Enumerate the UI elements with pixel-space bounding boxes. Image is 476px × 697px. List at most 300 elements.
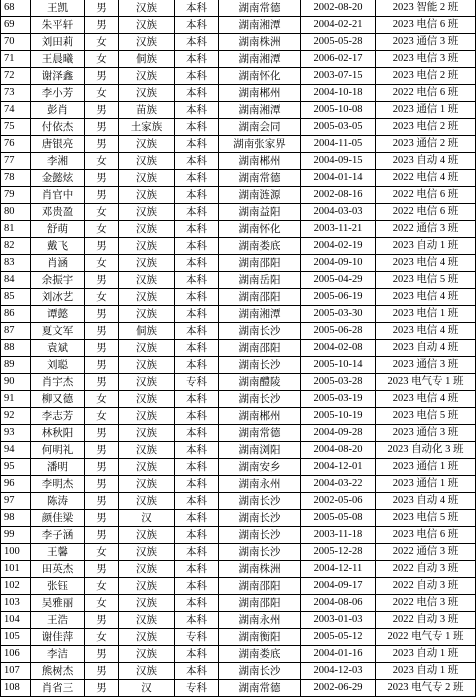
gender-cell[interactable]: 男 (85, 68, 119, 85)
origin-cell[interactable]: 湖南长沙 (219, 663, 301, 680)
birthdate-cell[interactable]: 2004-08-20 (301, 442, 376, 459)
level-cell[interactable]: 本科 (175, 51, 219, 68)
ethnicity-cell[interactable]: 汉族 (119, 289, 175, 306)
name-cell[interactable]: 肖宇杰 (31, 374, 85, 391)
origin-cell[interactable]: 湖南长沙 (219, 391, 301, 408)
origin-cell[interactable]: 湖南长沙 (219, 527, 301, 544)
ethnicity-cell[interactable]: 汉族 (119, 0, 175, 17)
gender-cell[interactable]: 女 (85, 85, 119, 102)
index-cell[interactable]: 71 (1, 51, 31, 68)
name-cell[interactable]: 唐银亮 (31, 136, 85, 153)
name-cell[interactable]: 肖涵 (31, 255, 85, 272)
ethnicity-cell[interactable]: 汉族 (119, 340, 175, 357)
ethnicity-cell[interactable]: 汉族 (119, 374, 175, 391)
gender-cell[interactable]: 男 (85, 272, 119, 289)
ethnicity-cell[interactable]: 汉族 (119, 85, 175, 102)
birthdate-cell[interactable]: 2005-04-29 (301, 272, 376, 289)
origin-cell[interactable]: 湖南娄底 (219, 646, 301, 663)
gender-cell[interactable]: 男 (85, 646, 119, 663)
gender-cell[interactable]: 女 (85, 289, 119, 306)
origin-cell[interactable]: 湖南长沙 (219, 544, 301, 561)
gender-cell[interactable]: 男 (85, 459, 119, 476)
class-cell[interactable]: 2023 自动 1 班 (376, 238, 476, 255)
level-cell[interactable]: 本科 (175, 17, 219, 34)
origin-cell[interactable]: 湖南长沙 (219, 510, 301, 527)
name-cell[interactable]: 柳又德 (31, 391, 85, 408)
ethnicity-cell[interactable]: 汉族 (119, 306, 175, 323)
birthdate-cell[interactable]: 2002-08-16 (301, 187, 376, 204)
name-cell[interactable]: 林秋阳 (31, 425, 85, 442)
ethnicity-cell[interactable]: 汉族 (119, 238, 175, 255)
class-cell[interactable]: 2023 电信 1 班 (376, 306, 476, 323)
gender-cell[interactable]: 男 (85, 357, 119, 374)
name-cell[interactable]: 袁斌 (31, 340, 85, 357)
gender-cell[interactable]: 男 (85, 680, 119, 697)
gender-cell[interactable]: 男 (85, 238, 119, 255)
gender-cell[interactable]: 男 (85, 425, 119, 442)
origin-cell[interactable]: 湖南郴州 (219, 408, 301, 425)
origin-cell[interactable]: 湖南永州 (219, 476, 301, 493)
name-cell[interactable]: 李湘 (31, 153, 85, 170)
index-cell[interactable]: 85 (1, 289, 31, 306)
gender-cell[interactable]: 男 (85, 340, 119, 357)
gender-cell[interactable]: 男 (85, 17, 119, 34)
level-cell[interactable]: 本科 (175, 578, 219, 595)
index-cell[interactable]: 99 (1, 527, 31, 544)
origin-cell[interactable]: 湖南湘潭 (219, 51, 301, 68)
index-cell[interactable]: 68 (1, 0, 31, 17)
level-cell[interactable]: 本科 (175, 272, 219, 289)
class-cell[interactable]: 2023 通信 1 班 (376, 102, 476, 119)
class-cell[interactable]: 2022 电信 4 班 (376, 170, 476, 187)
class-cell[interactable]: 2023 电信 6 班 (376, 17, 476, 34)
class-cell[interactable]: 2023 电信 4 班 (376, 391, 476, 408)
index-cell[interactable]: 100 (1, 544, 31, 561)
ethnicity-cell[interactable]: 土家族 (119, 119, 175, 136)
name-cell[interactable]: 肖官中 (31, 187, 85, 204)
index-cell[interactable]: 74 (1, 102, 31, 119)
class-cell[interactable]: 2023 通信 1 班 (376, 476, 476, 493)
class-cell[interactable]: 2022 自动 3 班 (376, 612, 476, 629)
index-cell[interactable]: 98 (1, 510, 31, 527)
birthdate-cell[interactable]: 2005-10-14 (301, 357, 376, 374)
origin-cell[interactable]: 湖南湘潭 (219, 306, 301, 323)
level-cell[interactable]: 本科 (175, 85, 219, 102)
name-cell[interactable]: 舒萌 (31, 221, 85, 238)
birthdate-cell[interactable]: 2003-11-21 (301, 221, 376, 238)
gender-cell[interactable]: 男 (85, 493, 119, 510)
origin-cell[interactable]: 湖南长沙 (219, 357, 301, 374)
name-cell[interactable]: 刘聪 (31, 357, 85, 374)
birthdate-cell[interactable]: 2005-03-05 (301, 119, 376, 136)
class-cell[interactable]: 2023 自动 4 班 (376, 153, 476, 170)
name-cell[interactable]: 金懿炫 (31, 170, 85, 187)
name-cell[interactable]: 潘明 (31, 459, 85, 476)
level-cell[interactable]: 本科 (175, 170, 219, 187)
level-cell[interactable]: 专科 (175, 629, 219, 646)
birthdate-cell[interactable]: 2004-08-06 (301, 595, 376, 612)
class-cell[interactable]: 2023 通信 3 班 (376, 425, 476, 442)
class-cell[interactable]: 2022 通信 3 班 (376, 221, 476, 238)
gender-cell[interactable]: 女 (85, 153, 119, 170)
origin-cell[interactable]: 湖南株洲 (219, 561, 301, 578)
birthdate-cell[interactable]: 2005-05-28 (301, 34, 376, 51)
gender-cell[interactable]: 女 (85, 204, 119, 221)
index-cell[interactable]: 93 (1, 425, 31, 442)
name-cell[interactable]: 邓贵盈 (31, 204, 85, 221)
birthdate-cell[interactable]: 2003-07-15 (301, 68, 376, 85)
origin-cell[interactable]: 湖南涟源 (219, 187, 301, 204)
index-cell[interactable]: 75 (1, 119, 31, 136)
name-cell[interactable]: 肖省三 (31, 680, 85, 697)
name-cell[interactable]: 李子涵 (31, 527, 85, 544)
name-cell[interactable]: 张钰 (31, 578, 85, 595)
birthdate-cell[interactable]: 2004-12-11 (301, 561, 376, 578)
origin-cell[interactable]: 湖南长沙 (219, 493, 301, 510)
birthdate-cell[interactable]: 2004-12-01 (301, 459, 376, 476)
gender-cell[interactable]: 男 (85, 0, 119, 17)
level-cell[interactable]: 本科 (175, 204, 219, 221)
origin-cell[interactable]: 湖南浏阳 (219, 442, 301, 459)
ethnicity-cell[interactable]: 汉族 (119, 272, 175, 289)
gender-cell[interactable]: 男 (85, 187, 119, 204)
ethnicity-cell[interactable]: 汉族 (119, 425, 175, 442)
name-cell[interactable]: 李洁 (31, 646, 85, 663)
class-cell[interactable]: 2023 电气专 1 班 (376, 374, 476, 391)
index-cell[interactable]: 87 (1, 323, 31, 340)
level-cell[interactable]: 专科 (175, 374, 219, 391)
class-cell[interactable]: 2023 自动化 3 班 (376, 442, 476, 459)
ethnicity-cell[interactable]: 汉 (119, 680, 175, 697)
birthdate-cell[interactable]: 2004-09-10 (301, 255, 376, 272)
name-cell[interactable]: 谭懿 (31, 306, 85, 323)
class-cell[interactable]: 2023 电信 5 班 (376, 272, 476, 289)
origin-cell[interactable]: 湖南怀化 (219, 221, 301, 238)
index-cell[interactable]: 84 (1, 272, 31, 289)
origin-cell[interactable]: 湖南醴陵 (219, 374, 301, 391)
level-cell[interactable]: 本科 (175, 340, 219, 357)
level-cell[interactable]: 本科 (175, 119, 219, 136)
ethnicity-cell[interactable]: 汉族 (119, 646, 175, 663)
birthdate-cell[interactable]: 2004-11-05 (301, 136, 376, 153)
origin-cell[interactable]: 湖南张家界 (219, 136, 301, 153)
ethnicity-cell[interactable]: 汉族 (119, 578, 175, 595)
class-cell[interactable]: 2023 通信 3 班 (376, 34, 476, 51)
name-cell[interactable]: 谢佳萍 (31, 629, 85, 646)
class-cell[interactable]: 2023 自动 4 班 (376, 493, 476, 510)
class-cell[interactable]: 2022 电信 6 班 (376, 187, 476, 204)
level-cell[interactable]: 本科 (175, 408, 219, 425)
birthdate-cell[interactable]: 2004-03-03 (301, 204, 376, 221)
gender-cell[interactable]: 男 (85, 323, 119, 340)
level-cell[interactable]: 本科 (175, 510, 219, 527)
ethnicity-cell[interactable]: 汉 (119, 510, 175, 527)
name-cell[interactable]: 付依杰 (31, 119, 85, 136)
birthdate-cell[interactable]: 2004-09-15 (301, 153, 376, 170)
birthdate-cell[interactable]: 2005-05-12 (301, 629, 376, 646)
class-cell[interactable]: 2023 电信 4 班 (376, 323, 476, 340)
birthdate-cell[interactable]: 2005-12-28 (301, 544, 376, 561)
birthdate-cell[interactable]: 2005-06-19 (301, 289, 376, 306)
class-cell[interactable]: 2022 电气专 1 班 (376, 629, 476, 646)
ethnicity-cell[interactable]: 汉族 (119, 629, 175, 646)
index-cell[interactable]: 79 (1, 187, 31, 204)
origin-cell[interactable]: 湖南邵阳 (219, 578, 301, 595)
origin-cell[interactable]: 湖南邵阳 (219, 255, 301, 272)
level-cell[interactable]: 本科 (175, 153, 219, 170)
origin-cell[interactable]: 湖南岳阳 (219, 272, 301, 289)
ethnicity-cell[interactable]: 汉族 (119, 408, 175, 425)
ethnicity-cell[interactable]: 汉族 (119, 255, 175, 272)
level-cell[interactable]: 本科 (175, 34, 219, 51)
level-cell[interactable]: 本科 (175, 68, 219, 85)
class-cell[interactable]: 2022 自动 3 班 (376, 561, 476, 578)
index-cell[interactable]: 94 (1, 442, 31, 459)
ethnicity-cell[interactable]: 汉族 (119, 612, 175, 629)
index-cell[interactable]: 101 (1, 561, 31, 578)
gender-cell[interactable]: 女 (85, 34, 119, 51)
ethnicity-cell[interactable]: 汉族 (119, 170, 175, 187)
ethnicity-cell[interactable]: 侗族 (119, 51, 175, 68)
gender-cell[interactable]: 男 (85, 442, 119, 459)
class-cell[interactable]: 2023 电信 5 班 (376, 408, 476, 425)
ethnicity-cell[interactable]: 汉族 (119, 442, 175, 459)
gender-cell[interactable]: 男 (85, 510, 119, 527)
gender-cell[interactable]: 男 (85, 170, 119, 187)
class-cell[interactable]: 2023 电信 2 班 (376, 119, 476, 136)
level-cell[interactable]: 本科 (175, 595, 219, 612)
name-cell[interactable]: 王凯 (31, 0, 85, 17)
ethnicity-cell[interactable]: 汉族 (119, 595, 175, 612)
ethnicity-cell[interactable]: 汉族 (119, 357, 175, 374)
level-cell[interactable]: 本科 (175, 221, 219, 238)
birthdate-cell[interactable]: 2003-01-03 (301, 612, 376, 629)
name-cell[interactable]: 夏文军 (31, 323, 85, 340)
birthdate-cell[interactable]: 2006-02-17 (301, 51, 376, 68)
level-cell[interactable]: 本科 (175, 442, 219, 459)
class-cell[interactable]: 2023 通信 2 班 (376, 136, 476, 153)
class-cell[interactable]: 2023 自动 1 班 (376, 646, 476, 663)
gender-cell[interactable]: 女 (85, 595, 119, 612)
index-cell[interactable]: 88 (1, 340, 31, 357)
gender-cell[interactable]: 男 (85, 476, 119, 493)
index-cell[interactable]: 104 (1, 612, 31, 629)
level-cell[interactable]: 本科 (175, 493, 219, 510)
birthdate-cell[interactable]: 2004-03-22 (301, 476, 376, 493)
birthdate-cell[interactable]: 2005-10-08 (301, 102, 376, 119)
name-cell[interactable]: 刘田莉 (31, 34, 85, 51)
birthdate-cell[interactable]: 2003-11-18 (301, 527, 376, 544)
class-cell[interactable]: 2022 通信 3 班 (376, 544, 476, 561)
class-cell[interactable]: 2023 电信 2 班 (376, 68, 476, 85)
ethnicity-cell[interactable]: 汉族 (119, 544, 175, 561)
ethnicity-cell[interactable]: 汉族 (119, 34, 175, 51)
level-cell[interactable]: 本科 (175, 544, 219, 561)
ethnicity-cell[interactable]: 汉族 (119, 561, 175, 578)
gender-cell[interactable]: 男 (85, 306, 119, 323)
level-cell[interactable]: 本科 (175, 255, 219, 272)
level-cell[interactable]: 本科 (175, 561, 219, 578)
ethnicity-cell[interactable]: 汉族 (119, 68, 175, 85)
origin-cell[interactable]: 湖南怀化 (219, 68, 301, 85)
origin-cell[interactable]: 湖南娄底 (219, 238, 301, 255)
birthdate-cell[interactable]: 2004-10-18 (301, 85, 376, 102)
gender-cell[interactable]: 男 (85, 119, 119, 136)
ethnicity-cell[interactable]: 汉族 (119, 459, 175, 476)
ethnicity-cell[interactable]: 汉族 (119, 476, 175, 493)
class-cell[interactable]: 2023 自动 4 班 (376, 340, 476, 357)
origin-cell[interactable]: 湖南邵阳 (219, 289, 301, 306)
index-cell[interactable]: 91 (1, 391, 31, 408)
gender-cell[interactable]: 男 (85, 136, 119, 153)
class-cell[interactable]: 2022 电信 3 班 (376, 595, 476, 612)
name-cell[interactable]: 余振宇 (31, 272, 85, 289)
birthdate-cell[interactable]: 2002-08-20 (301, 0, 376, 17)
origin-cell[interactable]: 湖南株洲 (219, 34, 301, 51)
level-cell[interactable]: 本科 (175, 612, 219, 629)
level-cell[interactable]: 本科 (175, 238, 219, 255)
index-cell[interactable]: 92 (1, 408, 31, 425)
level-cell[interactable]: 本科 (175, 459, 219, 476)
name-cell[interactable]: 李志芳 (31, 408, 85, 425)
level-cell[interactable]: 本科 (175, 527, 219, 544)
level-cell[interactable]: 本科 (175, 102, 219, 119)
birthdate-cell[interactable]: 2004-09-28 (301, 425, 376, 442)
name-cell[interactable]: 李明杰 (31, 476, 85, 493)
ethnicity-cell[interactable]: 汉族 (119, 153, 175, 170)
class-cell[interactable]: 2023 电信 5 班 (376, 510, 476, 527)
level-cell[interactable]: 本科 (175, 646, 219, 663)
name-cell[interactable]: 王馨 (31, 544, 85, 561)
ethnicity-cell[interactable]: 汉族 (119, 17, 175, 34)
origin-cell[interactable]: 湖南永州 (219, 612, 301, 629)
name-cell[interactable]: 谢泽鑫 (31, 68, 85, 85)
index-cell[interactable]: 77 (1, 153, 31, 170)
origin-cell[interactable]: 湖南湘潭 (219, 17, 301, 34)
class-cell[interactable]: 2022 电信 6 班 (376, 85, 476, 102)
birthdate-cell[interactable]: 2004-01-14 (301, 170, 376, 187)
origin-cell[interactable]: 湖南邵阳 (219, 340, 301, 357)
index-cell[interactable]: 69 (1, 17, 31, 34)
class-cell[interactable]: 2023 电信 4 班 (376, 289, 476, 306)
ethnicity-cell[interactable]: 汉族 (119, 527, 175, 544)
class-cell[interactable]: 2023 电信 6 班 (376, 527, 476, 544)
gender-cell[interactable]: 女 (85, 51, 119, 68)
gender-cell[interactable]: 女 (85, 544, 119, 561)
index-cell[interactable]: 108 (1, 680, 31, 697)
level-cell[interactable]: 本科 (175, 306, 219, 323)
level-cell[interactable]: 本科 (175, 0, 219, 17)
level-cell[interactable]: 本科 (175, 357, 219, 374)
birthdate-cell[interactable]: 2005-03-30 (301, 306, 376, 323)
origin-cell[interactable]: 湖南常德 (219, 680, 301, 697)
ethnicity-cell[interactable]: 汉族 (119, 204, 175, 221)
origin-cell[interactable]: 湖南郴州 (219, 153, 301, 170)
level-cell[interactable]: 专科 (175, 680, 219, 697)
index-cell[interactable]: 97 (1, 493, 31, 510)
gender-cell[interactable]: 男 (85, 102, 119, 119)
origin-cell[interactable]: 湖南常德 (219, 170, 301, 187)
name-cell[interactable]: 何明礼 (31, 442, 85, 459)
origin-cell[interactable]: 湖南郴州 (219, 85, 301, 102)
index-cell[interactable]: 96 (1, 476, 31, 493)
class-cell[interactable]: 2023 通信 3 班 (376, 357, 476, 374)
origin-cell[interactable]: 湖南衡阳 (219, 629, 301, 646)
birthdate-cell[interactable]: 2005-03-28 (301, 374, 376, 391)
gender-cell[interactable]: 男 (85, 612, 119, 629)
name-cell[interactable]: 陈涛 (31, 493, 85, 510)
level-cell[interactable]: 本科 (175, 391, 219, 408)
level-cell[interactable]: 本科 (175, 187, 219, 204)
name-cell[interactable]: 彭肖 (31, 102, 85, 119)
origin-cell[interactable]: 湖南长沙 (219, 323, 301, 340)
birthdate-cell[interactable]: 2004-09-17 (301, 578, 376, 595)
ethnicity-cell[interactable]: 汉族 (119, 221, 175, 238)
index-cell[interactable]: 103 (1, 595, 31, 612)
class-cell[interactable]: 2023 电信 4 班 (376, 255, 476, 272)
index-cell[interactable]: 107 (1, 663, 31, 680)
ethnicity-cell[interactable]: 汉族 (119, 493, 175, 510)
gender-cell[interactable]: 女 (85, 578, 119, 595)
birthdate-cell[interactable]: 2005-05-08 (301, 510, 376, 527)
gender-cell[interactable]: 女 (85, 255, 119, 272)
index-cell[interactable]: 78 (1, 170, 31, 187)
index-cell[interactable]: 102 (1, 578, 31, 595)
level-cell[interactable]: 本科 (175, 476, 219, 493)
ethnicity-cell[interactable]: 汉族 (119, 187, 175, 204)
birthdate-cell[interactable]: 2002-05-06 (301, 493, 376, 510)
name-cell[interactable]: 朱平轩 (31, 17, 85, 34)
class-cell[interactable]: 2022 电信 6 班 (376, 204, 476, 221)
level-cell[interactable]: 本科 (175, 663, 219, 680)
ethnicity-cell[interactable]: 汉族 (119, 136, 175, 153)
birthdate-cell[interactable]: 2004-02-21 (301, 17, 376, 34)
birthdate-cell[interactable]: 2005-06-28 (301, 323, 376, 340)
birthdate-cell[interactable]: 2004-02-19 (301, 238, 376, 255)
origin-cell[interactable]: 湖南常德 (219, 425, 301, 442)
origin-cell[interactable]: 湖南湘潭 (219, 102, 301, 119)
origin-cell[interactable]: 湖南安乡 (219, 459, 301, 476)
name-cell[interactable]: 李小芳 (31, 85, 85, 102)
origin-cell[interactable]: 湖南邵阳 (219, 595, 301, 612)
index-cell[interactable]: 90 (1, 374, 31, 391)
gender-cell[interactable]: 女 (85, 221, 119, 238)
index-cell[interactable]: 73 (1, 85, 31, 102)
ethnicity-cell[interactable]: 侗族 (119, 323, 175, 340)
index-cell[interactable]: 72 (1, 68, 31, 85)
class-cell[interactable]: 2023 电信 3 班 (376, 51, 476, 68)
class-cell[interactable]: 2023 智能 2 班 (376, 0, 476, 17)
gender-cell[interactable]: 女 (85, 629, 119, 646)
gender-cell[interactable]: 男 (85, 561, 119, 578)
birthdate-cell[interactable]: 2004-01-16 (301, 646, 376, 663)
level-cell[interactable]: 本科 (175, 425, 219, 442)
index-cell[interactable]: 86 (1, 306, 31, 323)
gender-cell[interactable]: 男 (85, 374, 119, 391)
index-cell[interactable]: 70 (1, 34, 31, 51)
index-cell[interactable]: 83 (1, 255, 31, 272)
name-cell[interactable]: 王晨曦 (31, 51, 85, 68)
class-cell[interactable]: 2023 通信 1 班 (376, 459, 476, 476)
index-cell[interactable]: 82 (1, 238, 31, 255)
index-cell[interactable]: 106 (1, 646, 31, 663)
ethnicity-cell[interactable]: 苗族 (119, 102, 175, 119)
ethnicity-cell[interactable]: 汉族 (119, 663, 175, 680)
ethnicity-cell[interactable]: 汉族 (119, 391, 175, 408)
origin-cell[interactable]: 湖南常德 (219, 0, 301, 17)
birthdate-cell[interactable]: 2005-03-19 (301, 391, 376, 408)
index-cell[interactable]: 81 (1, 221, 31, 238)
